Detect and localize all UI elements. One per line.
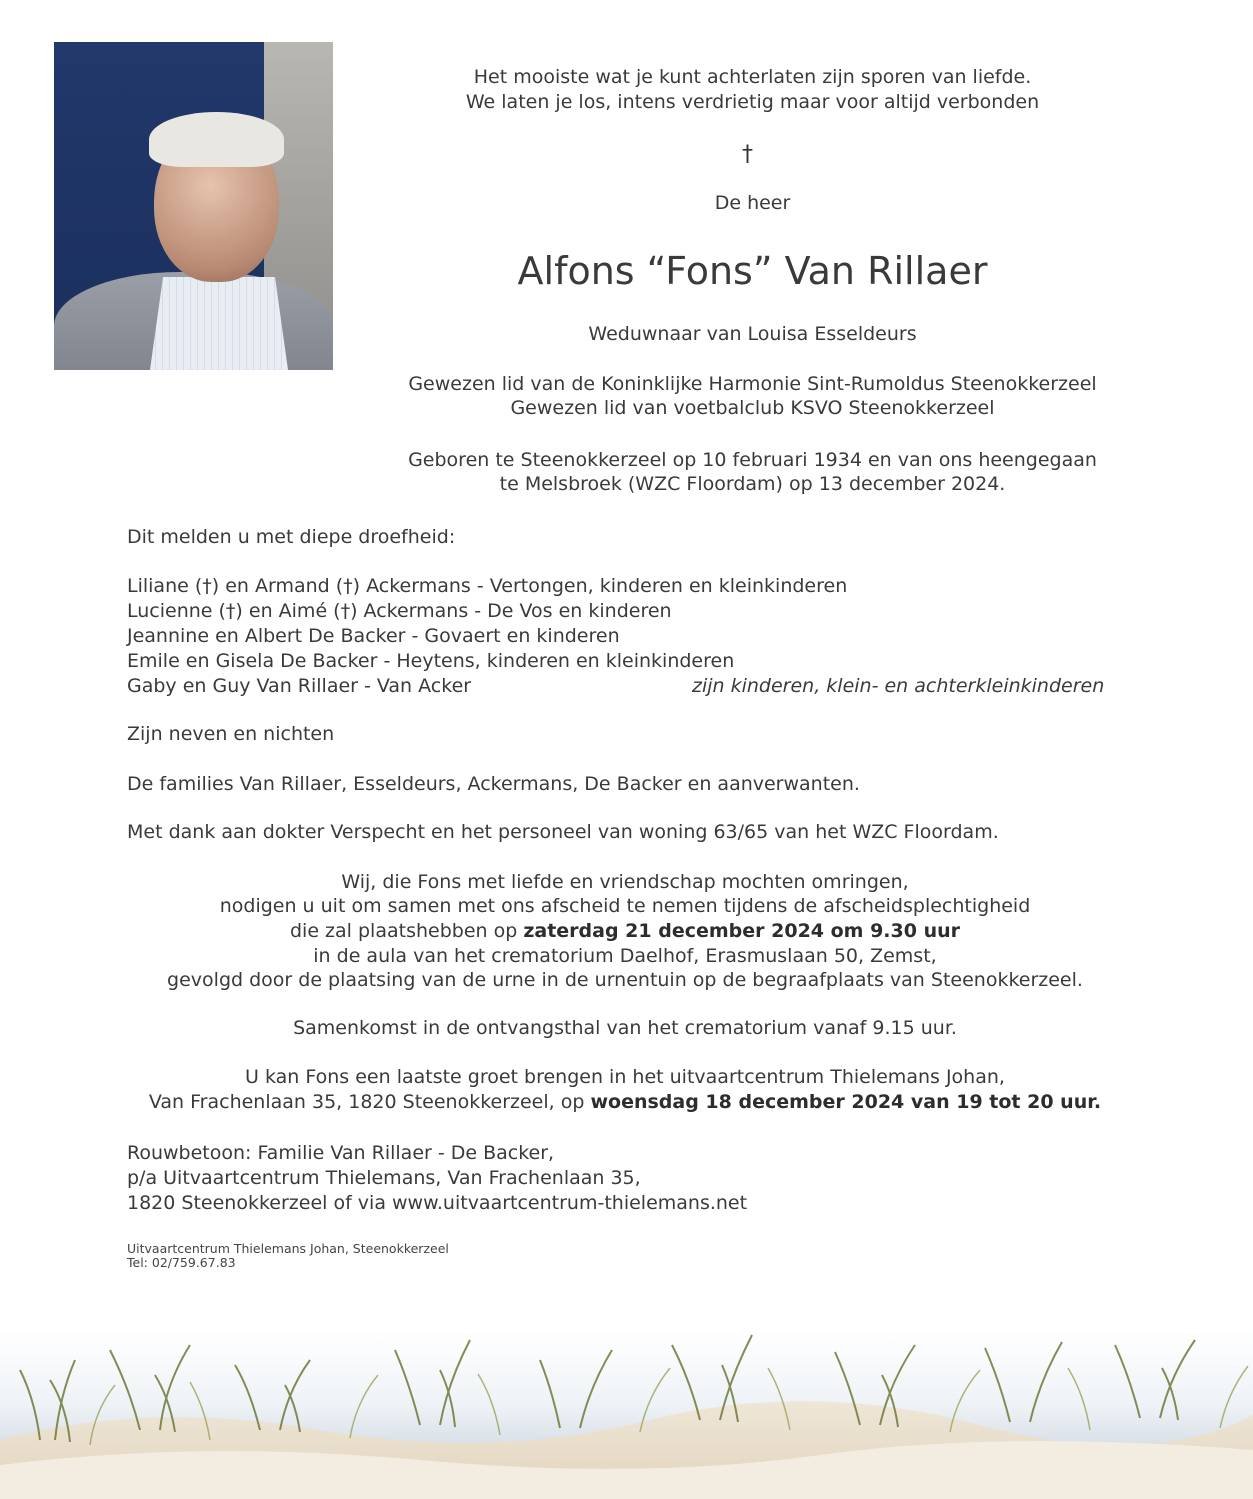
- quote-line-2: We laten je los, intens verdrietig maar voor altijd verbonden: [465, 91, 1040, 113]
- family-line-4: Emile en Gisela De Backer - Heytens, kinderen en kleinkinderen: [127, 650, 735, 672]
- widower-line: Weduwnaar van Louisa Esseldeurs: [588, 323, 917, 345]
- ceremony-line-3: die zal plaatshebben op zaterdag 21 december 2024 om 9.30 uur: [289, 920, 961, 942]
- visit-line-2: Van Frachenlaan 35, 1820 Steenokkerzeel, op woensdag 18 december 2024 van 19 tot 20 uur.: [148, 1091, 1102, 1113]
- portrait-photo: [54, 42, 333, 370]
- quote-line-1: Het mooiste wat je kunt achterlaten zijn sporen van liefde.: [473, 66, 1032, 88]
- visit-line-1: U kan Fons een laatste groet brengen in het uitvaartcentrum Thielemans Johan,: [245, 1066, 1005, 1088]
- cross-icon: †: [742, 142, 753, 167]
- dune-grass-decoration: [0, 1290, 1253, 1499]
- cousins-line: Zijn neven en nichten: [127, 723, 335, 745]
- condolences-line-1: Rouwbetoon: Familie Van Rillaer - De Backer,: [127, 1142, 555, 1164]
- thanks-line: Met dank aan dokter Verspecht en het personeel van woning 63/65 van het WZC Floordam.: [127, 821, 999, 843]
- ceremony-line-4: in de aula van het crematorium Daelhof, Erasmuslaan 50, Zemst,: [313, 945, 937, 967]
- birth-death-1: Geboren te Steenokkerzeel op 10 februari 1934 en van ons heengegaan: [408, 449, 1097, 471]
- ceremony-line-2: nodigen u uit om samen met ons afscheid te nemen tijdens de afscheidsplechtigheid: [219, 895, 1031, 917]
- family-note: zijn kinderen, klein- en achterkleinkinderen: [692, 675, 1105, 697]
- announcement-intro: Dit melden u met diepe droefheid:: [127, 526, 456, 548]
- family-line-2: Lucienne (†) en Aimé (†) Ackermans - De Vos en kinderen: [127, 600, 672, 622]
- birth-death-2: te Melsbroek (WZC Floordam) op 13 december 2024.: [499, 473, 1006, 495]
- gathering-line: Samenkomst in de ontvangsthal van het crematorium vanaf 9.15 uur.: [293, 1017, 957, 1039]
- family-line-5: Gaby en Guy Van Rillaer - Van Acker: [127, 675, 472, 697]
- footer: [127, 1242, 449, 1270]
- deceased-name: Alfons “Fons” Van Rillaer: [517, 249, 988, 293]
- families-line: De families Van Rillaer, Esseldeurs, Ackermans, De Backer en aanverwanten.: [127, 773, 860, 795]
- condolences-line-3: 1820 Steenokkerzeel of via www.uitvaartcentrum-thielemans.net: [127, 1192, 748, 1214]
- ceremony-datetime: zaterdag 21 december 2024 om 9.30 uur: [523, 920, 961, 942]
- condolences-line-2: p/a Uitvaartcentrum Thielemans, Van Frachenlaan 35,: [127, 1167, 641, 1189]
- membership-2: Gewezen lid van voetbalclub KSVO Steenokkerzeel: [510, 397, 995, 419]
- visit-datetime: woensdag 18 december 2024 van 19 tot 20 uur.: [590, 1091, 1102, 1113]
- footer-phone: Tel: 02/759.67.83: [127, 1255, 236, 1270]
- ceremony-line-5: gevolgd door de plaatsing van de urne in de urnentuin op de begraafplaats van Steenokkerzeel.: [167, 969, 1083, 991]
- family-line-3: Jeannine en Albert De Backer - Govaert en kinderen: [127, 625, 620, 647]
- ceremony-line-1: Wij, die Fons met liefde en vriendschap mochten omringen,: [341, 871, 909, 893]
- family-line-1: Liliane (†) en Armand (†) Ackermans - Vertongen, kinderen en kleinkinderen: [127, 575, 848, 597]
- salutation: De heer: [714, 192, 791, 214]
- footer-company: Uitvaartcentrum Thielemans Johan, Steenokkerzeel: [127, 1241, 449, 1256]
- membership-1: Gewezen lid van de Koninklijke Harmonie Sint-Rumoldus Steenokkerzeel: [408, 373, 1097, 395]
